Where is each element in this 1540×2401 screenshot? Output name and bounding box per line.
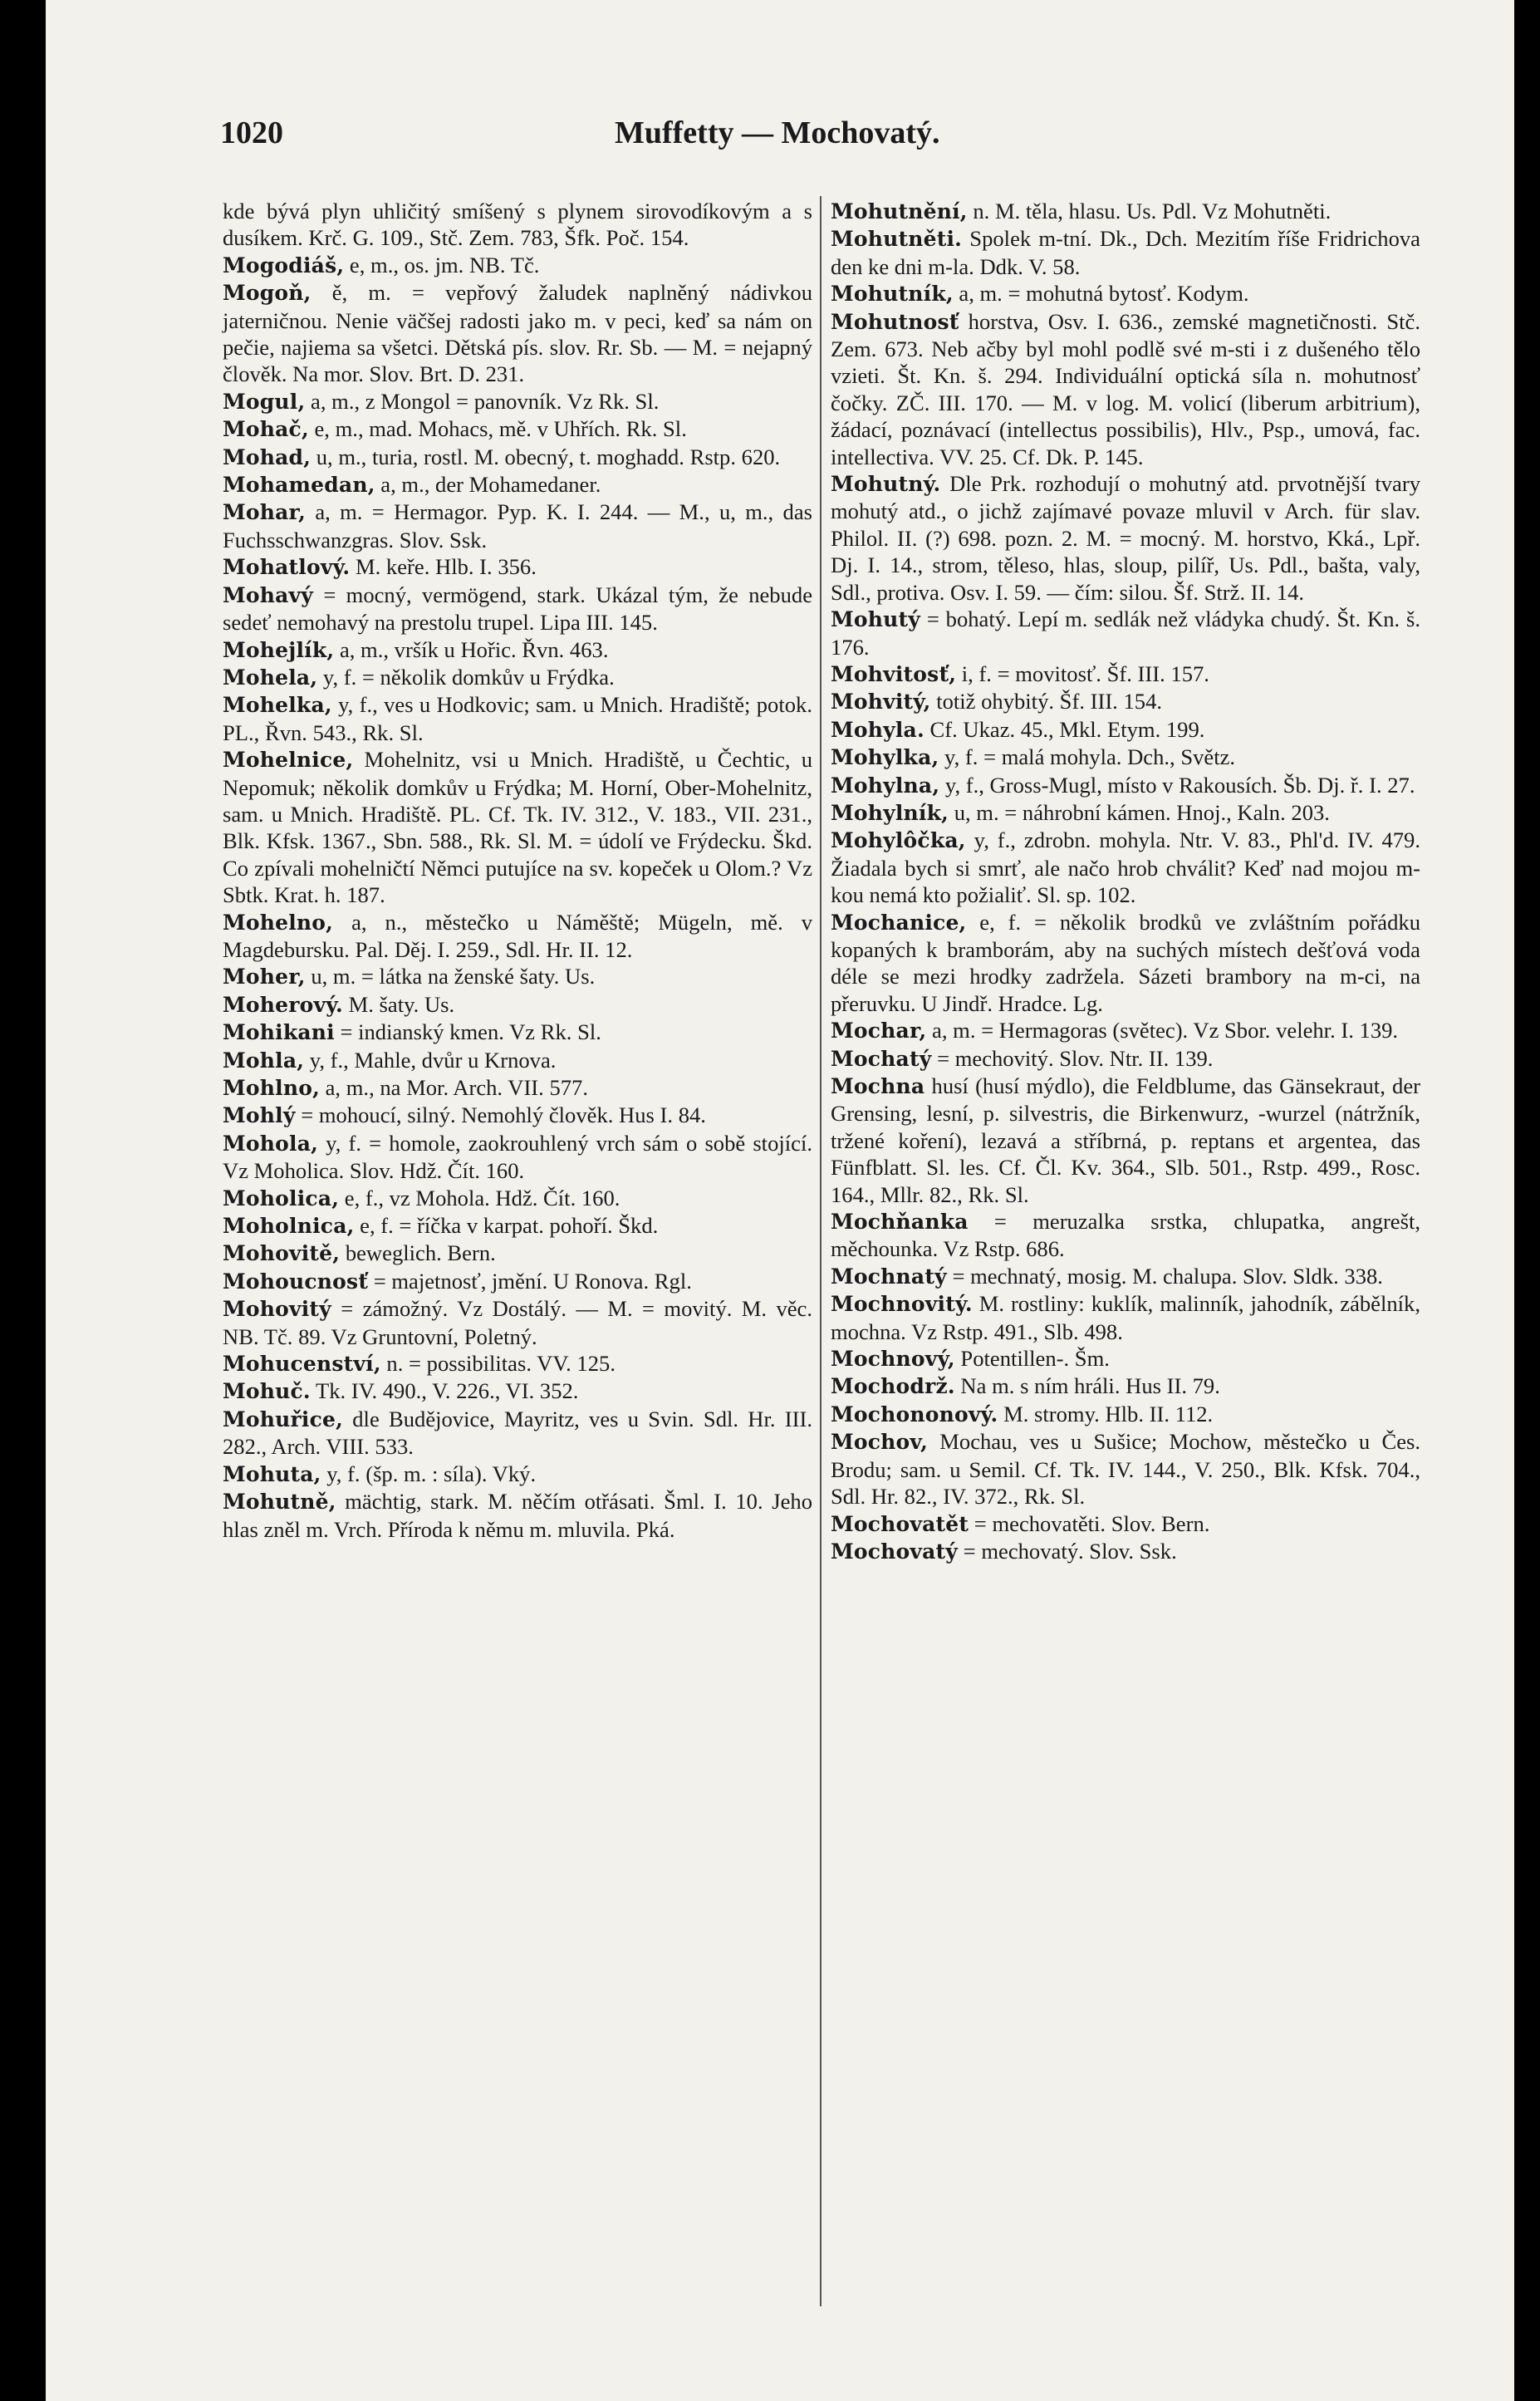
dictionary-entry <box>223 582 812 636</box>
entry-headword: Mohuřice, <box>223 1407 344 1431</box>
entry-headword: Mohutník, <box>831 282 954 307</box>
entry-text: Dle Prk. rozhodují o mohutný atd. prvotnější tvary mohutý atd., o jichž zajímavé povaze mluvil v Arch. für slav. Philol. II. (?) 698. pozn. 2. M. = mocný. M. horstvo, Kká., Lpř. Dj. I. 14., strom, těleso, hlas, sloup, pilíř, Us. Pdl., bašta, valy, Sdl., protiva. Osv. I. 59. — čím: silou. Šf. Strž. II. 14. <box>831 471 1420 605</box>
entry-headword: Mohola, <box>223 1131 318 1156</box>
dictionary-entry <box>831 772 1420 799</box>
dictionary-entry <box>223 1212 812 1240</box>
left-column <box>223 198 812 1543</box>
entry-text: u, m., turia, rostl. M. obecný, t. moghadd. Rstp. 620. <box>311 444 781 469</box>
dictionary-entry <box>831 225 1420 280</box>
dictionary-entry <box>223 1268 812 1295</box>
page-header <box>174 115 1005 164</box>
entry-headword: Mochnový, <box>831 1347 955 1372</box>
entry-headword: Mochanice, <box>831 910 967 935</box>
dictionary-entry <box>223 471 812 498</box>
entry-text: = bohatý. Lepí m. sedlák než vládyka chudý. Št. Kn. š. 176. <box>831 606 1420 660</box>
entry-headword: Mogoň, <box>223 281 311 306</box>
dictionary-entry <box>223 1074 812 1102</box>
dictionary-entry <box>223 1130 812 1185</box>
column-divider <box>820 196 821 2306</box>
entry-text: a, n., městečko u Náměště; Mügeln, mě. v Magdebursku. Pal. Děj. I. 259., Sdl. Hr. II. 12. <box>223 909 812 962</box>
entry-text: = mohoucí, silný. Nemohlý člověk. Hus I. 84. <box>295 1102 706 1128</box>
dictionary-entry <box>831 1538 1420 1565</box>
entry-headword: Mogodiáš, <box>223 253 345 277</box>
dictionary-entry <box>223 498 812 553</box>
entry-headword: Mohucenství, <box>223 1352 381 1377</box>
entry-headword: Mochnatý <box>831 1264 947 1289</box>
dictionary-entry <box>223 553 812 581</box>
entry-headword: Mohvitý, <box>831 690 931 714</box>
entry-headword: Moholnica, <box>223 1214 355 1239</box>
entry-headword: Mohlno, <box>223 1076 320 1100</box>
dictionary-entry <box>831 1372 1420 1400</box>
entry-text: Mochau, ves u Sušice; Mochow, městečko u Čes. Brodu; sam. u Semil. Cf. Tk. IV. 144., V. 250., Blk. Kfsk. 704., Sdl. Hr. 82., IV. 372., Rk. Sl. <box>831 1429 1420 1510</box>
entry-headword: Mohutně, <box>223 1490 336 1515</box>
dictionary-entry <box>831 1290 1420 1345</box>
entry-text: e, m., os. jm. NB. Tč. <box>344 252 540 277</box>
dictionary-entry <box>223 198 812 252</box>
entry-text: = zámožný. Vz Dostálý. — M. = movitý. M. věc. NB. Tč. 89. Vz Gruntovní, Poletný. <box>223 1296 812 1349</box>
dictionary-entry <box>223 252 812 279</box>
entry-text: Na m. s ním hráli. Hus II. 79. <box>954 1373 1220 1399</box>
entry-text: = meruzalka srstka, chlupatka, angrešt, měchounka. Vz Rstp. 686. <box>831 1209 1420 1262</box>
dictionary-entry <box>223 1102 812 1129</box>
entry-text: y, f. = malá mohyla. Dch., Světz. <box>939 744 1236 770</box>
entry-text: n. = possibilitas. VV. 125. <box>380 1351 616 1377</box>
entry-headword: Mochov, <box>831 1430 929 1455</box>
entry-headword: Mochovatý <box>831 1539 959 1564</box>
entry-text: y, f., zdrobn. mohyla. Ntr. V. 83., Phl'd. IV. 479. Žiadala bych si smrť, ale načo hrob chválit? Keď nad mojou m-kou nemá kto požialiť. Sl. sp. 102. <box>831 827 1420 908</box>
entry-text: mächtig, stark. M. něčím otřásati. Šml. I. 10. Jeho hlas zněl m. Vrch. Příroda k němu m. mluvila. Pká. <box>223 1489 812 1542</box>
entry-text: u, m. = látka na ženské šaty. Us. <box>305 964 596 989</box>
entry-text: a, m., z Mongol = panovník. Vz Rk. Sl. <box>305 388 660 414</box>
entry-headword: Mohylka, <box>831 745 939 770</box>
dictionary-entry <box>831 308 1420 470</box>
dictionary-entry <box>223 991 812 1019</box>
entry-headword: Mohlý <box>223 1103 296 1128</box>
entry-headword: Mohutněti. <box>831 227 963 252</box>
entry-text: = mechnatý, mosig. M. chalupa. Slov. Sldk. 338. <box>946 1263 1383 1289</box>
entry-headword: Mohamedan, <box>223 473 375 498</box>
dictionary-entry <box>223 1295 812 1350</box>
dictionary-entry <box>223 1377 812 1405</box>
entry-text: horstva, Osv. I. 636., zemské magnetičnosti. Stč. Zem. 673. Neb ačby byl mohl podlě své m-sti i z dušeného tělo vzieti. Št. Kn. š. 294. Individuální optická síla n. mohutnosť čočky. ZČ. III. 170. — M. v log. M. volicí (liberum arbitrium), žádací, poznávací (intellectus possibilis), Hlv., Psp., umová, fac. intellectiva. VV. 25. Cf. Dk. P. 145. <box>831 308 1420 469</box>
entry-headword: Mohla, <box>223 1048 305 1073</box>
entry-text: e, f. = říčka v karpat. pohoří. Škd. <box>354 1213 659 1239</box>
dictionary-entry <box>223 1185 812 1212</box>
entry-headword: Moherový. <box>223 992 343 1017</box>
entry-headword: Mohylník, <box>831 800 949 825</box>
entry-headword: Mohelno, <box>223 910 334 935</box>
entry-text: y, f. (šp. m. : síla). Vký. <box>321 1461 537 1486</box>
dictionary-entry <box>831 198 1420 225</box>
dictionary-entry <box>223 1019 812 1046</box>
dictionary-entry <box>223 388 812 415</box>
entry-headword: Mohovitě, <box>223 1241 341 1266</box>
entry-text: = indianský kmen. Vz Rk. Sl. <box>334 1019 601 1045</box>
entry-text: n. M. těla, hlasu. Us. Pdl. Vz Mohutněti. <box>967 199 1332 223</box>
entry-headword: Mogul, <box>223 389 306 414</box>
dictionary-entry <box>223 909 812 964</box>
dictionary-entry <box>831 1510 1420 1538</box>
entry-text: = mechovatěti. Slov. Bern. <box>969 1510 1210 1536</box>
dictionary-entry <box>831 1345 1420 1372</box>
entry-headword: Mochovatět <box>831 1511 969 1536</box>
entry-text: e, f., vz Mohola. Hdž. Čít. 160. <box>339 1185 620 1210</box>
entry-headword: Mochnovitý. <box>831 1292 973 1317</box>
entry-headword: Mochononový. <box>831 1402 998 1426</box>
entry-headword: Mohad, <box>223 444 311 469</box>
entry-headword: Mohyla. <box>831 717 924 742</box>
dictionary-entry <box>831 1263 1420 1290</box>
entry-text: = majetnosť, jmění. U Ronova. Rgl. <box>368 1268 692 1294</box>
entry-headword: Mochňanka <box>831 1210 969 1235</box>
dictionary-entry <box>831 1017 1420 1044</box>
dictionary-entry <box>831 1428 1420 1510</box>
dictionary-entry <box>223 279 812 388</box>
dictionary-entry <box>223 1461 812 1488</box>
entry-text: a, m. = Hermagor. Pyp. K. I. 244. — M., u, m., das Fuchsschwanzgras. Slov. Ssk. <box>223 499 812 552</box>
dictionary-entry <box>831 660 1420 688</box>
entry-headword: Mohejlík, <box>223 637 335 662</box>
entry-headword: Moher, <box>223 965 306 989</box>
entry-headword: Mohelka, <box>223 693 332 718</box>
running-title: Muffetty — Mochovatý. <box>615 115 940 150</box>
entry-headword: Mohutný. <box>831 472 941 497</box>
dictionary-entry <box>831 606 1420 660</box>
dictionary-entry <box>223 691 812 746</box>
entry-headword: Mohovitý <box>223 1297 331 1322</box>
dictionary-entry <box>223 963 812 990</box>
dictionary-entry <box>223 1047 812 1074</box>
dictionary-entry <box>831 1073 1420 1208</box>
dictionary-entry <box>831 1208 1420 1263</box>
entry-text: = mocný, vermögend, stark. Ukázal tým, že nebude sedeť nemohavý na prestolu trupel. Lipa III. 145. <box>223 582 812 636</box>
page-number: 1020 <box>220 115 283 150</box>
entry-text: husí (husí mýdlo), die Feldblume, das Gänsekraut, der Grensing, lesní, p. silvestris, die Birkenwurz, -wurzel (nátržník, tržené koření), lezavá a stříbrná, p. reptans et argentea, das Fünfblatt. Sl. les. Cf. Čl. Kv. 364., Slb. 501., Rstp. 499., Rosc. 164., Mllr. 82., Rk. Sl. <box>831 1073 1420 1207</box>
entry-text: i, f. = movitosť. Šf. III. 157. <box>956 660 1209 686</box>
entry-text: y, f. = homole, zaokrouhlený vrch sám o sobě stojící. Vz Moholica. Slov. Hdž. Čít. 160. <box>223 1130 812 1184</box>
entry-headword: Mochodrž. <box>831 1374 955 1399</box>
entry-text: beweglich. Bern. <box>340 1240 496 1266</box>
entry-headword: Mochatý <box>831 1046 932 1071</box>
entry-text: y, f., Mahle, dvůr u Krnova. <box>304 1047 557 1073</box>
entry-text: u, m. = náhrobní kámen. Hnoj., Kaln. 203. <box>949 799 1330 825</box>
entry-headword: Mohoucnosť <box>223 1269 369 1294</box>
entry-text: = mechovatý. Slov. Ssk. <box>958 1538 1177 1564</box>
entry-text: ě, m. = vepřový žaludek naplněný nádivkou jaterničnou. Nenie väčšej radosti jako m. v peci, keď sa nám on pečie, najiema sa všetci. Dětská pís. slov. Rr. Sb. — M. = nejapný člověk. Na mor. Slov. Brt. D. 231. <box>223 280 812 387</box>
entry-text: e, f. = několik brodků ve zvláštním pořádku kopaných k bramborám, aby na suchých místech dešťová voda déle se mezi hrodky zadržela. Sázeti brambory na m-ci, na přeruvku. U Jindř. Hradce. Lg. <box>831 909 1420 1016</box>
entry-text: a, m., der Mohamedaner. <box>375 472 601 498</box>
entry-headword: Mochar, <box>831 1019 927 1043</box>
dictionary-entry <box>223 1350 812 1377</box>
entry-text: e, m., mad. Mohacs, mě. v Uhřích. Rk. Sl. <box>308 416 687 442</box>
dictionary-entry <box>831 827 1420 908</box>
dictionary-entry <box>831 799 1420 827</box>
entry-headword: Mohylôčka, <box>831 828 966 853</box>
dictionary-entry <box>831 1401 1420 1428</box>
entry-headword: Mohikani <box>223 1020 335 1045</box>
entry-text: y, f., ves u Hodkovic; sam. u Mnich. Hradiště; potok. PL., Řvn. 543., Rk. Sl. <box>223 692 812 745</box>
dictionary-entry <box>223 1406 812 1461</box>
dictionary-entry <box>223 1488 812 1543</box>
dictionary-entry <box>223 746 812 908</box>
dictionary-entry <box>831 470 1420 606</box>
entry-text: Tk. IV. 490., V. 226., VI. 352. <box>310 1378 579 1404</box>
entry-text: a, m. = Hermagoras (světec). Vz Sbor. velehr. I. 139. <box>926 1018 1399 1043</box>
dictionary-entry <box>831 744 1420 771</box>
right-column <box>831 198 1420 1565</box>
entry-headword: Mohač, <box>223 417 309 442</box>
entry-headword: Mohelnice, <box>223 748 354 773</box>
entry-text: Potentillen-. Šm. <box>954 1346 1110 1372</box>
entry-text: totiž ohybitý. Šf. III. 154. <box>930 689 1163 714</box>
entry-text: M. šaty. Us. <box>342 991 455 1017</box>
dictionary-entry <box>831 909 1420 1018</box>
entry-text: Mohelnitz, vsi u Mnich. Hradiště, u Čechtic, u Nepomuk; několik domkův u Frýdka; M. Horní, Ober-Mohelnitz, sam. u Mnich. Hradiště. PL. Cf. Tk. IV. 312., V. 183., VII. 231., Blk. Kfsk. 1367., Sbn. 588., Rk. Sl. M. = údolí ve Frýdecku. Škd. Co zpívali mohelničtí Němci putujíce na sv. kopeček u Olom.? Vz Sbtk. Krat. h. 187. <box>223 747 812 908</box>
dictionary-entry <box>223 415 812 443</box>
entry-text: Cf. Ukaz. 45., Mkl. Etym. 199. <box>924 716 1205 742</box>
entry-text: M. rostliny: kuklík, malinník, jahodník, zábělník, mochna. Vz Rstp. 491., Slb. 498. <box>831 1291 1420 1344</box>
dictionary-entry <box>831 688 1420 715</box>
entry-text: y, f., Gross-Mugl, místo v Rakousích. Šb. Dj. ř. I. 27. <box>939 772 1415 798</box>
entry-text: a, m., na Mor. Arch. VII. 577. <box>319 1075 589 1100</box>
entry-headword: Moholica, <box>223 1186 340 1210</box>
dictionary-entry <box>223 1240 812 1267</box>
entry-text: a, m. = mohutná bytosť. Kodym. <box>953 281 1249 307</box>
dictionary-entry <box>223 444 812 471</box>
entry-headword: Mohylna, <box>831 773 940 798</box>
dictionary-entry <box>831 716 1420 744</box>
entry-text: = mechovitý. Slov. Ntr. II. 139. <box>931 1045 1214 1071</box>
entry-headword: Mohatlový. <box>223 555 351 580</box>
entry-text: kde bývá plyn uhličitý smíšený s plynem sirovodíkovým a s dusíkem. Krč. G. 109., Stč. Zem. 783, Šfk. Poč. 154. <box>223 199 812 251</box>
entry-headword: Mohuč. <box>223 1379 311 1404</box>
entry-headword: Mohvitosť, <box>831 661 957 686</box>
dictionary-entry <box>831 1045 1420 1073</box>
dictionary-entry <box>223 664 812 691</box>
dictionary-entry <box>831 280 1420 307</box>
entry-text: Spolek m-tní. Dk., Dch. Mezitím říše Fridrichova den ke dni m-la. Ddk. V. 58. <box>831 226 1420 279</box>
entry-headword: Mohar, <box>223 500 306 525</box>
entry-text: dle Budějovice, Mayritz, ves u Svin. Sdl. Hr. III. 282., Arch. VIII. 533. <box>223 1406 812 1460</box>
entry-text: a, m., vršík u Hořic. Řvn. 463. <box>334 636 609 662</box>
entry-headword: Mohela, <box>223 665 318 690</box>
entry-headword: Mohutnosť <box>831 309 959 334</box>
entry-headword: Mohutý <box>831 607 920 632</box>
entry-headword: Mohuta, <box>223 1461 321 1486</box>
entry-text: M. stromy. Hlb. II. 112. <box>998 1401 1214 1426</box>
dictionary-entry <box>223 636 812 664</box>
entry-headword: Mohavý <box>223 582 313 607</box>
entry-headword: Mohutnění, <box>831 199 968 223</box>
entry-text: M. keře. Hlb. I. 356. <box>350 554 537 580</box>
entry-text: y, f. = několik domkův u Frýdka. <box>317 664 615 690</box>
entry-headword: Mochna <box>831 1074 925 1098</box>
